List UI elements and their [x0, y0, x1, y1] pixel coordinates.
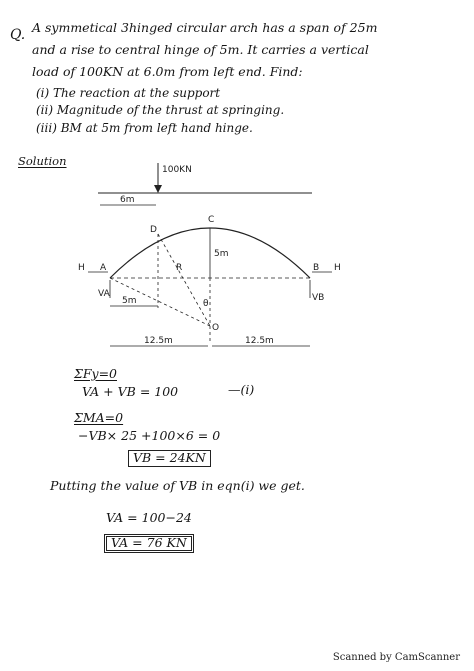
eq2-result: VB = 24KN [128, 450, 211, 467]
question-item-1: (i) The reaction at the support [36, 86, 221, 100]
question-line-1: A symmetical 3hinged circular arch has a span of 25m [32, 20, 378, 35]
question-item-2: (ii) Magnitude of the thrust at springing. [36, 103, 285, 117]
arch-diagram [60, 158, 360, 358]
question-line-3: load of 100KN at 6.0m from left end. Find: [32, 64, 303, 79]
putting-line: Putting the value of VB in eqn(i) we get. [50, 478, 305, 493]
va-calc: VA = 100−24 [106, 510, 192, 525]
radius-label: R [176, 263, 183, 273]
point-c-label: C [208, 215, 215, 225]
point-b-label: B [313, 263, 320, 273]
rise-label: 5m [214, 249, 229, 259]
solution-heading: Solution [18, 154, 67, 168]
va-label: VA [98, 289, 110, 299]
eq1-tag: —(i) [228, 382, 255, 397]
center-label: O [212, 323, 220, 333]
load-label: 100KN [162, 165, 192, 175]
eq2: −VB× 25 +100×6 = 0 [78, 428, 221, 443]
eq1-title: ΣFy=0 [74, 366, 117, 381]
half-span-left-label: 12.5m [144, 336, 173, 346]
load-arrowhead [154, 185, 162, 193]
question-item-3: (iii) BM at 5m from left hand hinge. [36, 121, 253, 135]
dim-6m-label: 6m [120, 195, 135, 205]
eq2-title: ΣMA=0 [74, 410, 124, 425]
scanner-footer: Scanned by CamScanner [332, 652, 460, 663]
va-result: VA = 76 KN [104, 534, 194, 553]
angle-label: θ [203, 299, 209, 309]
h-right-label: H [334, 263, 341, 273]
point-d-label: D [150, 225, 157, 235]
point-a-label: A [100, 263, 107, 273]
h-left-label: H [78, 263, 85, 273]
question-marker: Q. [10, 27, 26, 43]
dim-5m-left-label: 5m [122, 296, 137, 306]
question-line-2: and a rise to central hinge of 5m. It carries a vertical [32, 42, 369, 57]
half-span-right-label: 12.5m [245, 336, 274, 346]
vb-label: VB [312, 293, 325, 303]
eq1: VA + VB = 100 [82, 384, 179, 399]
